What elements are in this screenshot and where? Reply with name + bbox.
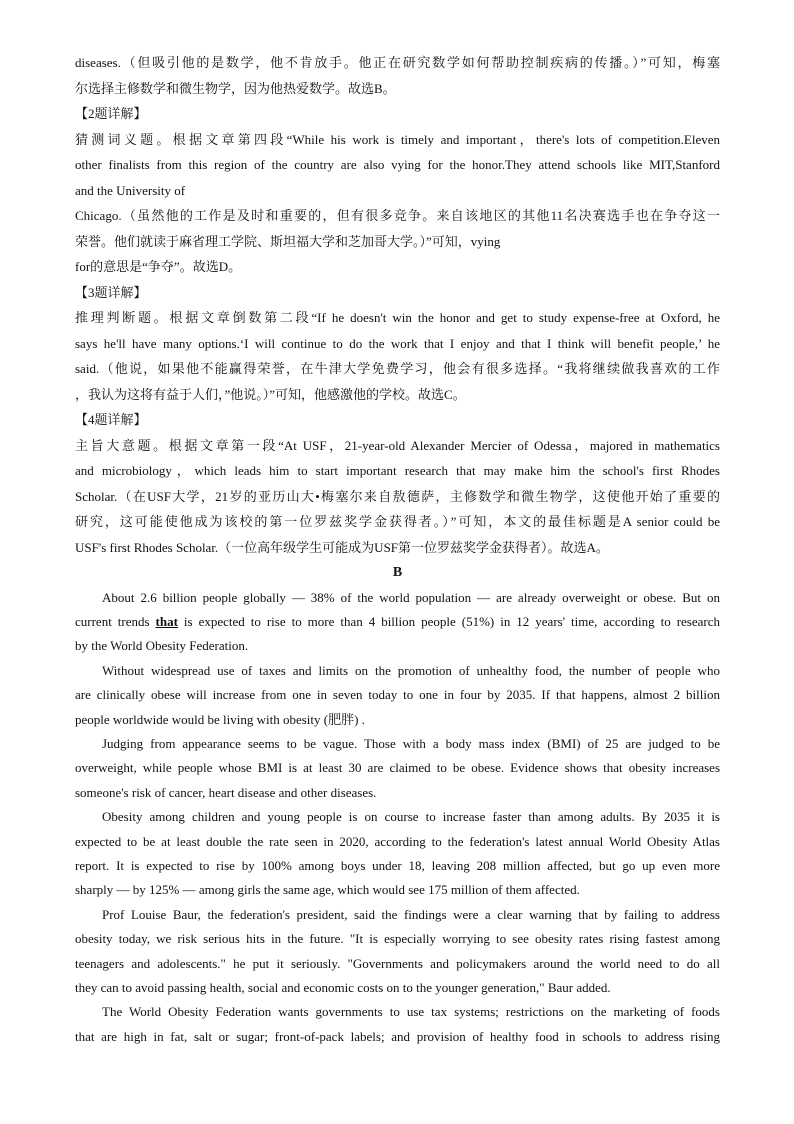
line-text: is expected to rise to more than 4 billion people (51%) in 12 years' time, according to research xyxy=(177,613,720,629)
line-text: current trends xyxy=(75,613,156,629)
passage-paragraph xyxy=(75,659,720,732)
paragraph-line: that are high in fat, salt or sugar; front-of-pack labels; and provision of healthy food in schools to address rising xyxy=(75,1028,720,1044)
paragraph-line: overweight, while people whose BMI is at least 30 are claimed to be obese. Evidence shows that obesity increases xyxy=(75,760,720,776)
q4-explanation-line: 研究，这可能使他成为该校的第一位罗兹奖学金获得者。）”可知，本文的最佳标题是A senior could be xyxy=(75,514,720,529)
q4-explanation-line: Scholar.（在USF大学，21岁的亚历山大•梅塞尔来自敖德萨，主修数学和微生物学，这使他开始了重要的 xyxy=(75,488,720,504)
q3-heading: 【3题详解】 xyxy=(75,284,147,300)
q4-explanation-line: 主旨大意题。根据文章第一段“At USF，21-year-old Alexander Mercier of Odessa，majored in mathematics xyxy=(75,437,720,453)
q2-explanation-line: for的意思是“争夺”。故选D。 xyxy=(75,259,242,274)
paragraph-line xyxy=(75,610,720,634)
q4-explanation-line: and microbiology，which leads him to start important research that may make him the school's first Rhodes xyxy=(75,463,720,478)
passage-b xyxy=(75,586,720,1050)
paragraph-line: The World Obesity Federation wants governments to use tax systems; restrictions on the marketing of foods xyxy=(102,1004,720,1020)
passage-paragraph xyxy=(75,586,720,659)
q3-explanation-line: said.（他说，如果他不能赢得荣誉，在牛津大学免费学习，他会有很多选择。“我将继续做我喜欢的工作 xyxy=(75,361,720,376)
passage-paragraph xyxy=(75,732,720,805)
paragraph-line: obesity today, we risk serious hits in the future. "It is especially worrying to see obesity rates rising fastest among xyxy=(75,931,720,947)
emphasized-word: that xyxy=(155,613,178,629)
paragraph-line: Obesity among children and young people is on course to increase faster than among adults. By 2035 it is xyxy=(102,809,720,825)
section-b-title: B xyxy=(392,565,403,580)
q3-explanation-line: ，我认为这将有益于人们，”他说。）”可知，他感激他的学校。故选C。 xyxy=(75,386,466,402)
paragraph-line: Without widespread use of taxes and limits on the promotion of unhealthy food, the number of people who xyxy=(102,662,720,678)
q3-explanation-line: 推理判断题。根据文章倒数第二段“If he doesn't win the honor and get to study expense-free at Oxford, he xyxy=(75,310,720,325)
answer-explanations xyxy=(75,50,720,560)
paragraph-line: are clinically obese will increase from one in seven today to one in four by 2035. If that happens, almost 2 billion xyxy=(75,687,720,703)
q2-explanation-line: 荣誉。他们就读于麻省理工学院、斯坦福大学和芝加哥大学。）”可知，vying xyxy=(75,233,501,249)
q4-heading: 【4题详解】 xyxy=(75,412,147,427)
paragraph-line: people worldwide would be living with obesity (肥胖) . xyxy=(75,711,365,727)
q1-explanation-line: diseases.（但吸引他的是数学，他不肯放手。他正在研究数学如何帮助控制疾病的传播。）”可知，梅塞 xyxy=(75,55,720,70)
q3-explanation-line: says he'll have many options.‘I will continue to do the work that I enjoy and that I think will benefit people,’ he xyxy=(75,335,720,351)
passage-paragraph xyxy=(75,805,720,903)
passage-paragraph xyxy=(75,903,720,1001)
q2-explanation-line: other finalists from this region of the country are also vying for the honor.They attend schools like MIT,Stanford xyxy=(75,157,720,172)
paragraph-line: expected to be at least double the rate seen in 2020, according to the federation's latest annual World Obesity Atlas xyxy=(75,833,720,849)
paragraph-line: they can to avoid passing health, social and economic costs on to the younger generation," Baur added. xyxy=(75,980,611,995)
passage-paragraph xyxy=(75,1000,720,1049)
paragraph-line: by the World Obesity Federation. xyxy=(75,638,249,654)
paragraph-line: sharply — by 125% — among girls the same age, which would see 175 million of them affected. xyxy=(75,882,580,898)
document-page xyxy=(75,50,720,1049)
paragraph-line: Judging from appearance seems to be vague. Those with a body mass index (BMI) of 25 are judged to be xyxy=(102,735,720,751)
q4-explanation-line: USF's first Rhodes Scholar.（一位高年级学生可能成为USF第一位罗兹奖学金获得者）。故选A。 xyxy=(75,539,609,555)
paragraph-line: About 2.6 billion people globally — 38% of the world population — are already overweight or obese. But on xyxy=(102,589,720,605)
q2-heading: 【2题详解】 xyxy=(75,106,147,121)
q2-explanation-line: 猜测词义题。根据文章第四段“While his work is timely and important，there's lots of competition.Eleven xyxy=(75,131,720,147)
q2-explanation-line: Chicago.（虽然他的工作是及时和重要的，但有很多竞争。来自该地区的其他11名决赛选手也在争夺这一 xyxy=(75,208,720,223)
paragraph-line: report. It is expected to rise by 100% among boys under 18, leaving 208 million affected, but go up even more xyxy=(75,857,720,873)
paragraph-line: teenagers and adolescents." he put it seriously. "Governments and policymakers around the world need to do all xyxy=(75,955,720,971)
paragraph-line: Prof Louise Baur, the federation's president, said the findings were a clear warning that by failing to address xyxy=(102,906,720,922)
paragraph-line: someone's risk of cancer, heart disease and other diseases. xyxy=(75,784,377,800)
q1-explanation-line: 尔选择主修数学和微生物学，因为他热爱数学。故选B。 xyxy=(75,80,396,96)
q2-explanation-line: and the University of xyxy=(75,182,186,198)
